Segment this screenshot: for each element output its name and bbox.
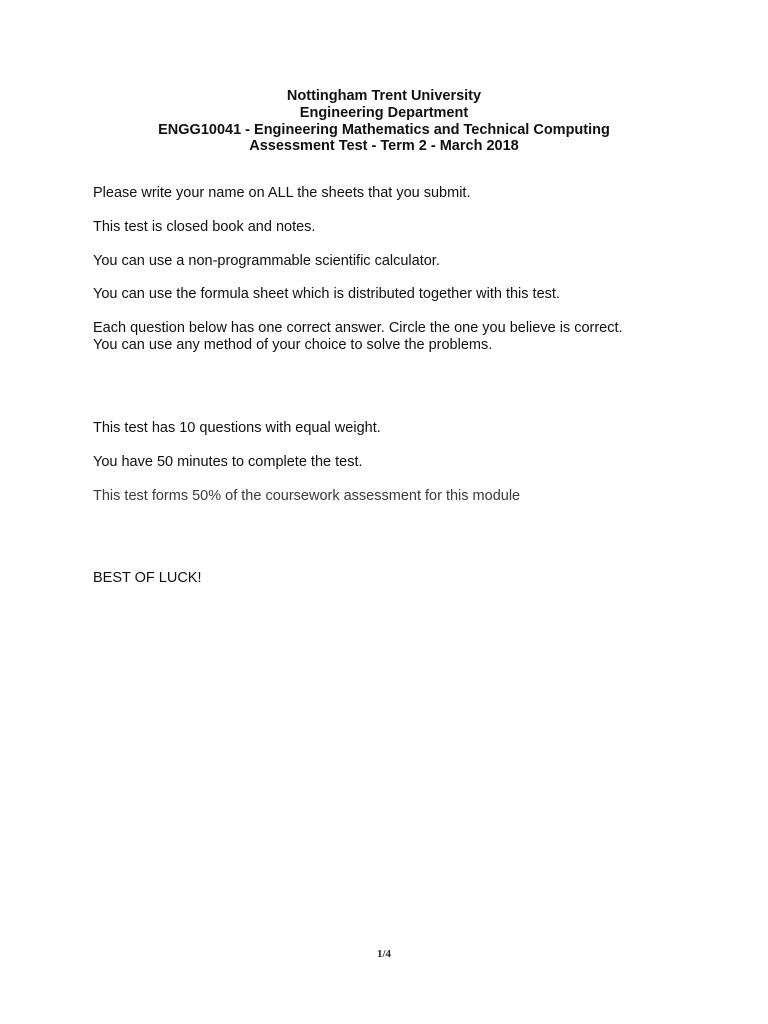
instruction-answer-line-2: You can use any method of your choice to solve the problems. bbox=[93, 337, 493, 353]
instruction-answer-line-1: Each question below has one correct answer. Circle the one you believe is correct. bbox=[93, 320, 623, 336]
instruction-time: You have 50 minutes to complete the test. bbox=[93, 454, 363, 470]
instruction-questions: This test has 10 questions with equal weight. bbox=[93, 420, 381, 436]
department-title: Engineering Department bbox=[299, 104, 469, 121]
instruction-weight: This test forms 50% of the coursework assessment for this module bbox=[93, 488, 521, 504]
page-number: 1/4 bbox=[376, 948, 392, 960]
university-title: Nottingham Trent University bbox=[286, 88, 482, 104]
instruction-calculator: You can use a non-programmable scientific calculator. bbox=[93, 253, 440, 269]
instruction-closed-book: This test is closed book and notes. bbox=[93, 219, 316, 235]
closing-message: BEST OF LUCK! bbox=[93, 570, 202, 586]
module-title: ENGG10041 - Engineering Mathematics and Technical Computing bbox=[158, 121, 610, 138]
assessment-title: Assessment Test - Term 2 - March 2018 bbox=[249, 138, 519, 155]
document-header bbox=[0, 88, 768, 155]
instruction-formula-sheet: You can use the formula sheet which is distributed together with this test. bbox=[93, 286, 560, 302]
instruction-name: Please write your name on ALL the sheets that you submit. bbox=[93, 185, 471, 201]
